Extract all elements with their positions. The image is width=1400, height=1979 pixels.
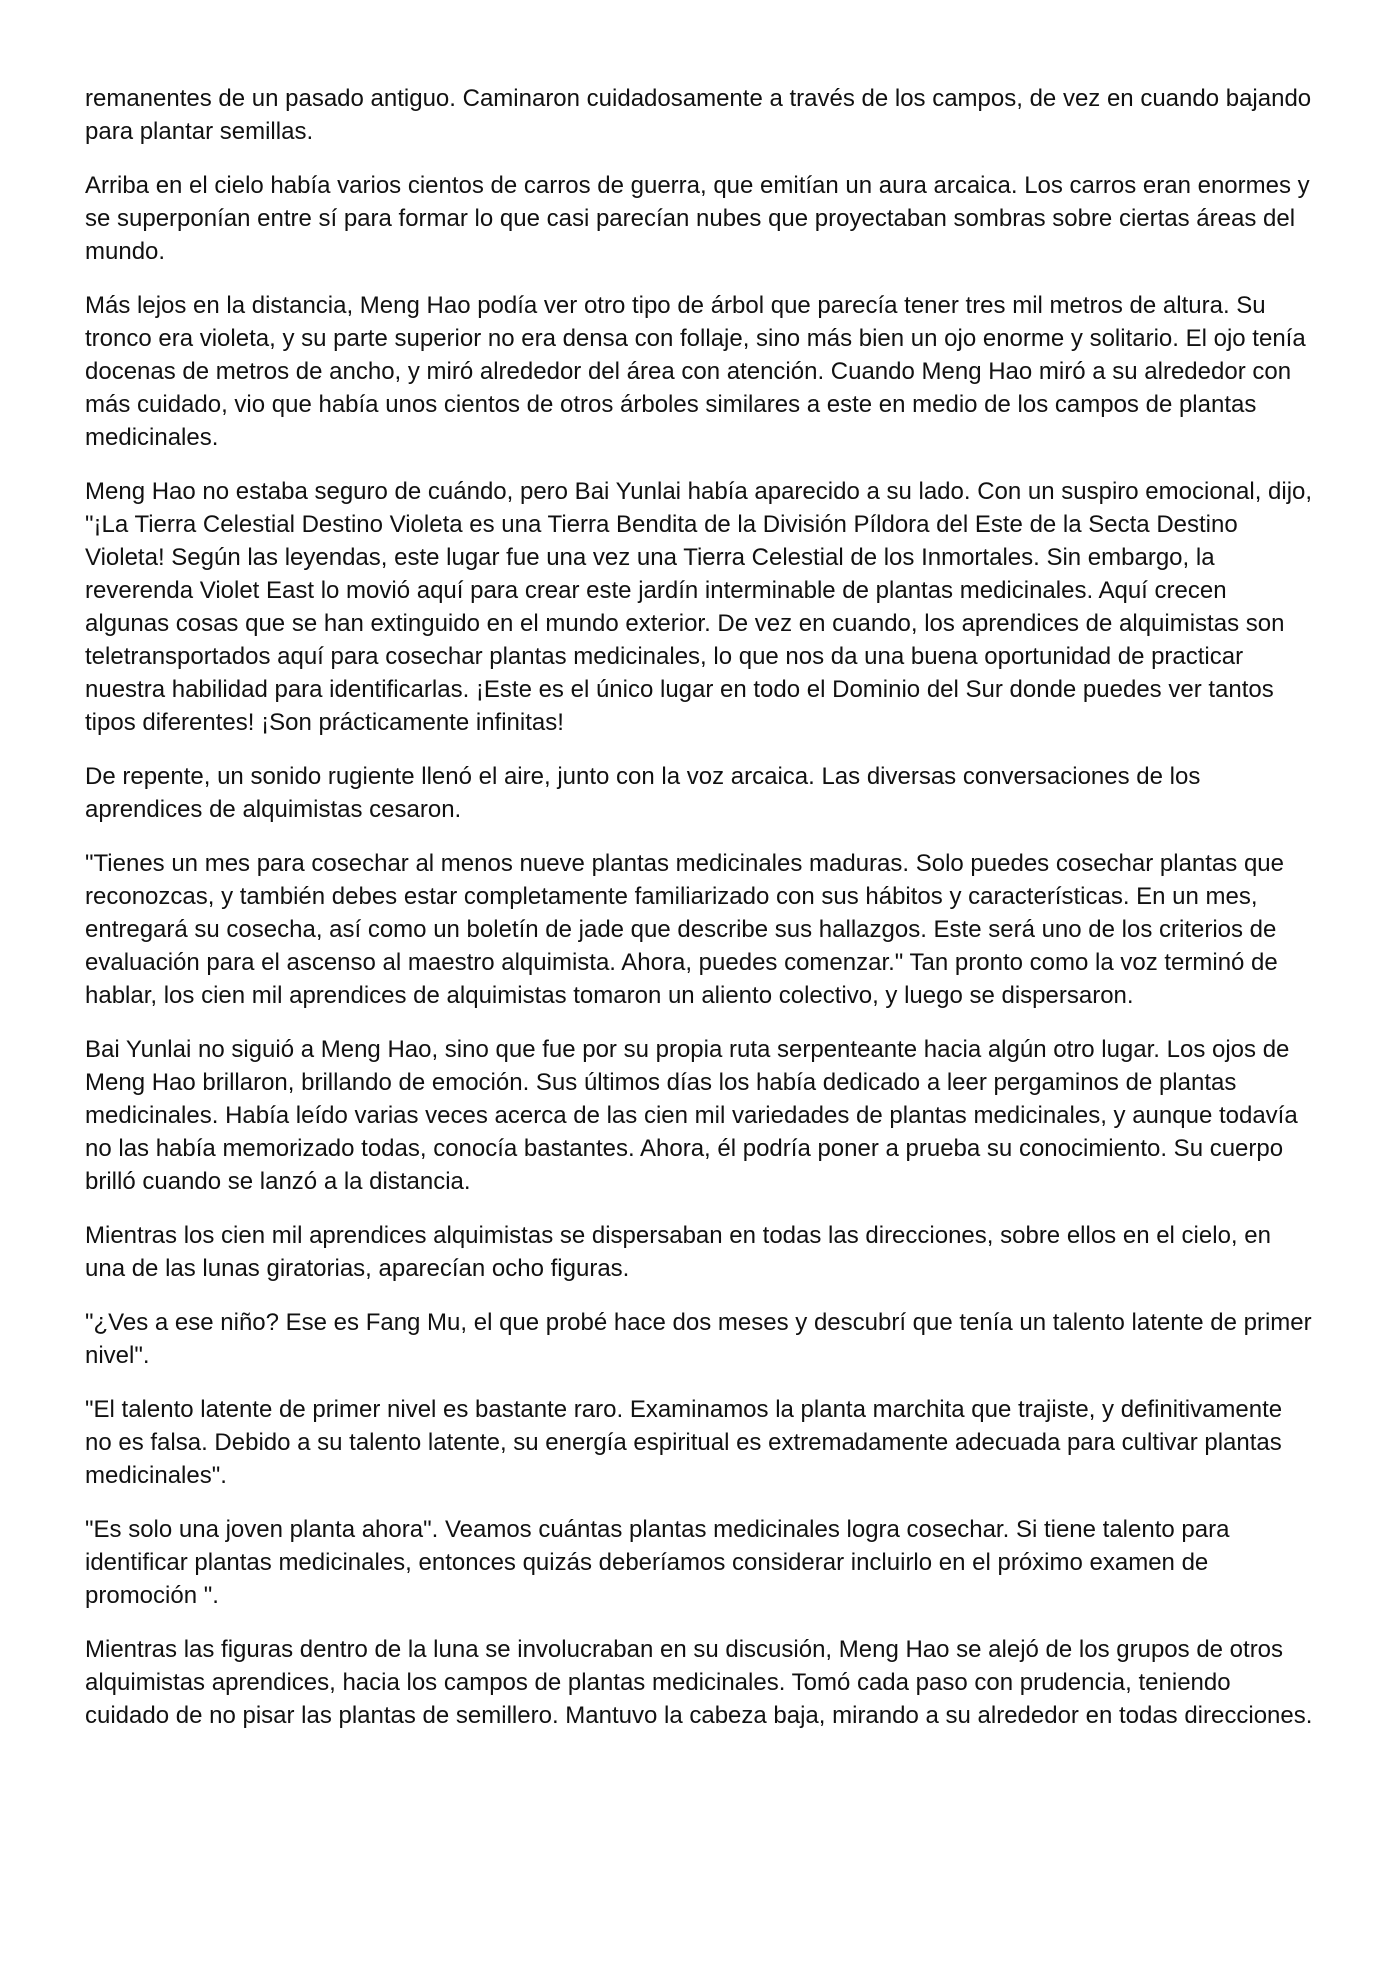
paragraph: Mientras los cien mil aprendices alquimistas se dispersaban en todas las direcciones, sobre ellos en el cielo, en una de las lunas giratorias, aparecían ocho figuras.: [85, 1222, 1271, 1282]
paragraph: Bai Yunlai no siguió a Meng Hao, sino que fue por su propia ruta serpenteante hacia algún otro lugar. Los ojos de Meng Hao brillaron, brillando de emoción. Sus últimos días los había dedicado a leer pergaminos de plantas medicinales. Había leído varias veces acerca de las cien mil variedades de plantas medicinales, y aunque todavía no las había memorizado todas, conocía bastantes. Ahora, él podría poner a prueba su conocimiento. Su cuerpo brilló cuando se lanzó a la distancia.: [85, 1036, 1298, 1195]
paragraph: remanentes de un pasado antiguo. Caminaron cuidadosamente a través de los campos, de vez en cuando bajando para plantar semillas.: [85, 85, 1312, 145]
paragraph: "Tienes un mes para cosechar al menos nueve plantas medicinales maduras. Solo puedes cosechar plantas que reconozcas, y también debes estar completamente familiarizado con sus hábitos y características. En un mes, entregará su cosecha, así como un boletín de jade que describe sus hallazgos. Este será uno de los criterios de evaluación para el ascenso al maestro alquimista. Ahora, puedes comenzar." Tan pronto como la voz terminó de hablar, los cien mil aprendices de alquimistas tomaron un aliento colectivo, y luego se dispersaron.: [85, 850, 1284, 1009]
paragraph: Meng Hao no estaba seguro de cuándo, pero Bai Yunlai había aparecido a su lado. Con un suspiro emocional, dijo, "¡La Tierra Celestial Destino Violeta es una Tierra Bendita de la División Píldora del Este de la Secta Destino Violeta! Según las leyendas, este lugar fue una vez una Tierra Celestial de los Inmortales. Sin embargo, la reverenda Violet East lo movió aquí para crear este jardín interminable de plantas medicinales. Aquí crecen algunas cosas que se han extinguido en el mundo exterior. De vez en cuando, los aprendices de alquimistas son teletransportados aquí para cosechar plantas medicinales, lo que nos da una buena oportunidad de practicar nuestra habilidad para identificarlas. ¡Este es el único lugar en todo el Dominio del Sur donde puedes ver tantos tipos diferentes! ¡Son prácticamente infinitas!: [85, 478, 1313, 736]
paragraph: De repente, un sonido rugiente llenó el aire, junto con la voz arcaica. Las diversas conversaciones de los aprendices de alquimistas cesaron.: [85, 763, 1201, 823]
paragraph: Mientras las figuras dentro de la luna se involucraban en su discusión, Meng Hao se alejó de los grupos de otros alquimistas aprendices, hacia los campos de plantas medicinales. Tomó cada paso con prudencia, teniendo cuidado de no pisar las plantas de semillero. Mantuvo la cabeza baja, mirando a su alrededor en todas direcciones.: [85, 1636, 1313, 1729]
paragraph: Arriba en el cielo había varios cientos de carros de guerra, que emitían un aura arcaica. Los carros eran enormes y se superponían entre sí para formar lo que casi parecían nubes que proyectaban sombras sobre ciertas áreas del mundo.: [85, 172, 1310, 265]
paragraph: "¿Ves a ese niño? Ese es Fang Mu, el que probé hace dos meses y descubrí que tenía un talento latente de primer nivel".: [85, 1309, 1312, 1369]
paragraph: "El talento latente de primer nivel es bastante raro. Examinamos la planta marchita que trajiste, y definitivamente no es falsa. Debido a su talento latente, su energía espiritual es extremadamente adecuada para cultivar plantas medicinales".: [85, 1396, 1283, 1489]
paragraph: "Es solo una joven planta ahora". Veamos cuántas plantas medicinales logra cosechar. Si tiene talento para identificar plantas medicinales, entonces quizás deberíamos considerar incluirlo en el próximo examen de promoción ".: [85, 1516, 1230, 1609]
paragraph: Más lejos en la distancia, Meng Hao podía ver otro tipo de árbol que parecía tener tres mil metros de altura. Su tronco era violeta, y su parte superior no era densa con follaje, sino más bien un ojo enorme y solitario. El ojo tenía docenas de metros de ancho, y miró alrededor del área con atención. Cuando Meng Hao miró a su alrededor con más cuidado, vio que había unos cientos de otros árboles similares a este en medio de los campos de plantas medicinales.: [85, 292, 1306, 451]
